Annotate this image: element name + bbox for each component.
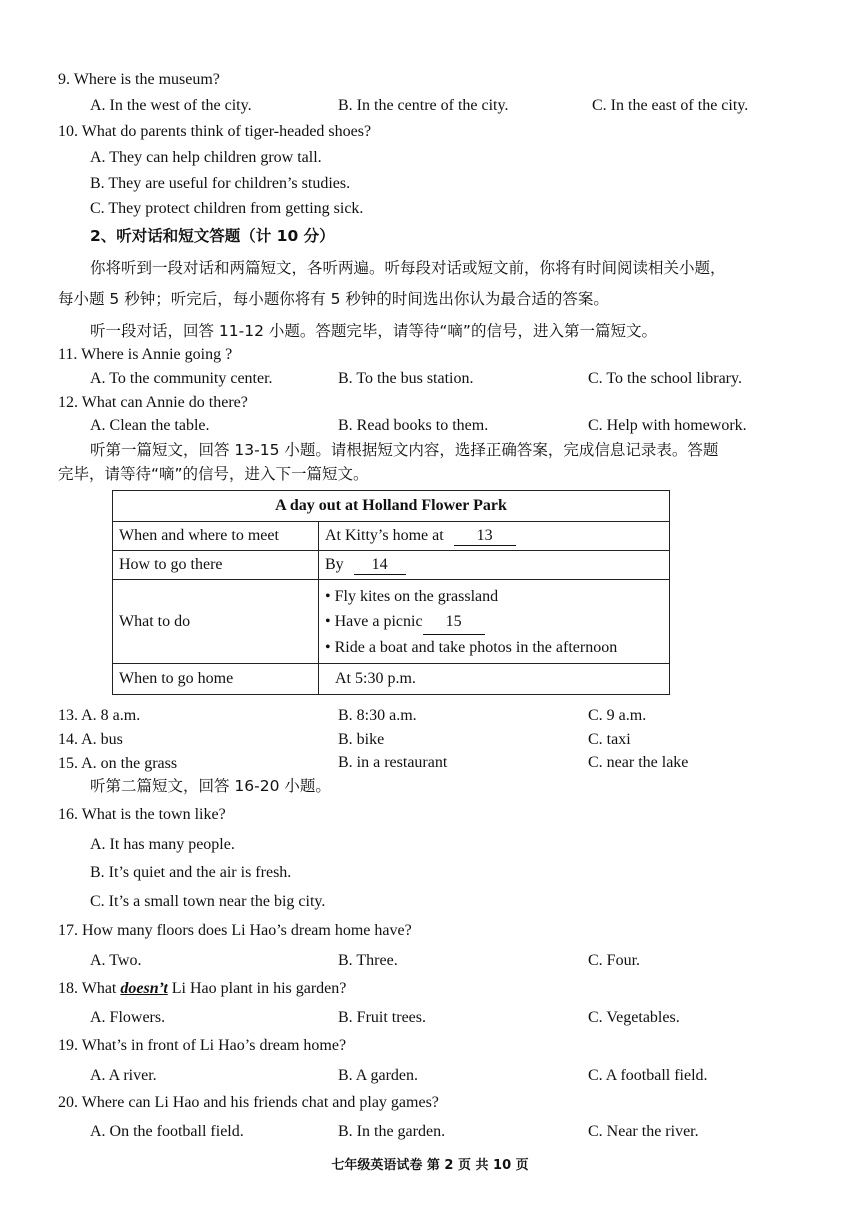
blank-14: 14 <box>354 556 406 575</box>
q18-option-c: C. Vegetables. <box>588 1009 680 1026</box>
page-footer: 七年级英语试卷 第 2 页 共 10 页 <box>331 1158 529 1173</box>
q13-option-b: B. 8:30 a.m. <box>338 707 417 724</box>
row-label-transport: How to go there <box>113 551 319 580</box>
q12-option-c: C. Help with homework. <box>588 417 747 434</box>
q18-option-a: A. Flowers. <box>90 1009 166 1026</box>
q10-option-a: A. They can help children grow tall. <box>90 149 322 166</box>
q18-stem-prefix: 18. What <box>58 980 121 997</box>
q17-option-c: C. Four. <box>588 952 641 969</box>
question-17-stem: 17. How many floors does Li Hao’s dream home have? <box>58 922 412 939</box>
passage-1-instruction-line1: 听第一篇短文，回答 13-15 小题。请根据短文内容，选择正确答案，完成信息记录表。答题 <box>90 441 719 459</box>
dialog-instruction: 听一段对话，回答 11-12 小题。答题完毕，请等待“嘀”的信号，进入第一篇短文。 <box>90 322 657 340</box>
q12-option-a: A. Clean the table. <box>90 417 210 434</box>
q12-option-b: B. Read books to them. <box>338 417 489 434</box>
passage-2-instruction: 听第二篇短文，回答 16-20 小题。 <box>90 777 331 795</box>
q15-option-c: C. near the lake <box>588 754 689 771</box>
row-label-activities: What to do <box>113 580 319 664</box>
question-12-stem: 12. What can Annie do there? <box>58 394 248 411</box>
meet-text: At Kitty’s home at <box>325 526 444 544</box>
q14-option-a: 14. A. bus <box>58 731 123 748</box>
q17-option-a: A. Two. <box>90 952 142 969</box>
info-record-table <box>112 490 670 695</box>
q16-option-b: B. It’s quiet and the air is fresh. <box>90 864 292 881</box>
activity-item <box>325 609 663 635</box>
table-row <box>113 664 670 695</box>
q9-option-b: B. In the centre of the city. <box>338 97 509 114</box>
q15-option-b: B. in a restaurant <box>338 754 448 771</box>
row-value-meet <box>319 522 670 551</box>
q18-negation-emphasis: doesn’t <box>120 980 168 997</box>
question-19-stem: 19. What’s in front of Li Hao’s dream home? <box>58 1037 347 1054</box>
transport-text: By <box>325 555 344 573</box>
section-2-title: 2、听对话和短文答题（计 10 分） <box>90 227 335 245</box>
q13-option-c: C. 9 a.m. <box>588 707 647 724</box>
row-value-activities <box>319 580 670 664</box>
row-label-go-home: When to go home <box>113 664 319 695</box>
q20-option-a: A. On the football field. <box>90 1123 244 1140</box>
q16-option-a: A. It has many people. <box>90 836 235 853</box>
question-20-stem: 20. Where can Li Hao and his friends chat and play games? <box>58 1094 439 1111</box>
q13-option-a: 13. A. 8 a.m. <box>58 707 141 724</box>
q10-option-b: B. They are useful for children’s studies. <box>90 175 351 192</box>
passage-1-instruction-line2: 完毕，请等待“嘀”的信号，进入下一篇短文。 <box>58 465 369 483</box>
q19-option-c: C. A football field. <box>588 1067 708 1084</box>
q20-option-c: C. Near the river. <box>588 1123 699 1140</box>
activity-item: • Fly kites on the grassland <box>325 587 499 605</box>
q10-option-c: C. They protect children from getting sick. <box>90 200 364 217</box>
table-row <box>113 522 670 551</box>
q9-option-c: C. In the east of the city. <box>592 97 749 114</box>
q14-option-c: C. taxi <box>588 731 631 748</box>
q11-option-c: C. To the school library. <box>588 370 742 387</box>
table-row <box>113 580 670 664</box>
q19-option-b: B. A garden. <box>338 1067 418 1084</box>
q11-option-b: B. To the bus station. <box>338 370 474 387</box>
q14-option-b: B. bike <box>338 731 385 748</box>
question-18-stem <box>58 979 346 999</box>
row-label-meet: When and where to meet <box>113 522 319 551</box>
question-11-stem: 11. Where is Annie going ? <box>58 346 233 363</box>
q15-option-a: 15. A. on the grass <box>58 755 178 772</box>
section-2-intro-line1: 你将听到一段对话和两篇短文，各听两遍。听每段对话或短文前，你将有时间阅读相关小题， <box>90 259 726 277</box>
q18-option-b: B. Fruit trees. <box>338 1009 426 1026</box>
q16-option-c: C. It’s a small town near the big city. <box>90 893 326 910</box>
table-title: A day out at Holland Flower Park <box>113 491 670 522</box>
q11-option-a: A. To the community center. <box>90 370 273 387</box>
q18-stem-suffix: Li Hao plant in his garden? <box>167 980 347 997</box>
section-2-intro-line2: 每小题 5 秒钟；听完后，每小题你将有 5 秒钟的时间选出你认为最合适的答案。 <box>58 290 609 308</box>
table-row <box>113 551 670 580</box>
activity-item: • Ride a boat and take photos in the afternoon <box>325 638 618 656</box>
q17-option-b: B. Three. <box>338 952 398 969</box>
question-9-stem: 9. Where is the museum? <box>58 71 220 88</box>
row-value-go-home: At 5:30 p.m. <box>319 664 670 695</box>
activity-picnic-text: • Have a picnic <box>325 612 423 630</box>
q20-option-b: B. In the garden. <box>338 1123 446 1140</box>
row-value-transport <box>319 551 670 580</box>
q19-option-a: A. A river. <box>90 1067 157 1084</box>
blank-13: 13 <box>454 527 516 546</box>
question-10-stem: 10. What do parents think of tiger-headed shoes? <box>58 123 372 140</box>
q9-option-a: A. In the west of the city. <box>90 97 252 114</box>
blank-15: 15 <box>423 609 485 635</box>
question-16-stem: 16. What is the town like? <box>58 806 226 823</box>
